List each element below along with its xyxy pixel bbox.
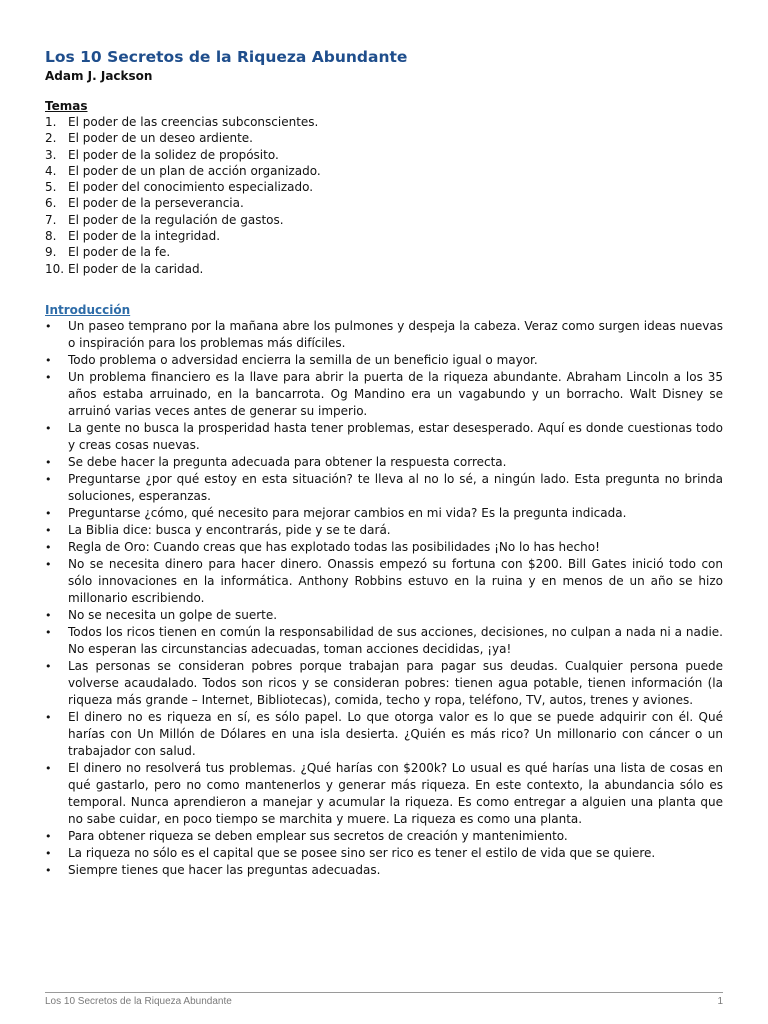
intro-list-item xyxy=(45,522,723,539)
intro-item-text: La Biblia dice: busca y encontrarás, pide y se te dará. xyxy=(68,522,391,537)
tema-number: 3. xyxy=(45,147,57,162)
intro-item-text: Regla de Oro: Cuando creas que has explotado todas las posibilidades ¡No lo has hecho! xyxy=(68,539,600,554)
tema-text: El poder de la integridad. xyxy=(68,229,221,244)
footer-title: Los 10 Secretos de la Riqueza Abundante xyxy=(45,996,232,1007)
tema-text: El poder de la fe. xyxy=(68,245,171,260)
intro-list-item xyxy=(45,539,723,556)
page-footer xyxy=(45,992,723,1007)
tema-number: 7. xyxy=(45,212,57,227)
intro-item-text: El dinero no resolverá tus problemas. ¿Qué harías con $200k? Lo usual es qué harías una lista de cosas en qué gastarlo, pero no como mantenerlos y generar más riqueza. En este contexto, la abundancia sólo es temporal. Nunca aprendieron a manejar y acumular la riqueza. Es como entregar a alguien una planta que no sabe cuidar, en poco tiempo se marchita y muere. La riqueza es como una planta. xyxy=(68,760,723,826)
intro-list-item xyxy=(45,845,723,862)
intro-list-item xyxy=(45,624,723,658)
intro-list-item xyxy=(45,658,723,709)
document-author: Adam J. Jackson xyxy=(45,69,153,83)
intro-list-item xyxy=(45,862,723,879)
bullet-icon: • xyxy=(45,319,52,333)
bullet-icon: • xyxy=(45,625,52,639)
bullet-icon: • xyxy=(45,829,52,843)
intro-item-text: Todos los ricos tienen en común la responsabilidad de sus acciones, decisiones, no culpan a nada ni a nadie. No esperan las circunstancias adecuadas, toman acciones decididas, ¡ya! xyxy=(68,624,723,656)
intro-heading: Introducción xyxy=(45,302,131,317)
page-number: 1 xyxy=(717,996,723,1007)
intro-item-text: Las personas se consideran pobres porque trabajan para pagar sus deudas. Cualquier persona puede volverse acaudalado. Todos son ricos y se consideran pobres: tienen agua potable, tienen información (la riqueza más grande – Internet, Bibliotecas), comida, techo y ropa, teléfono, TV, autos, trenes y aviones. xyxy=(68,658,723,707)
tema-text: El poder de un plan de acción organizado. xyxy=(68,163,321,178)
bullet-icon: • xyxy=(45,608,52,622)
intro-list-item xyxy=(45,352,723,369)
bullet-icon: • xyxy=(45,353,52,367)
document-title: Los 10 Secretos de la Riqueza Abundante xyxy=(45,48,408,66)
intro-item-text: Un paseo temprano por la mañana abre los pulmones y despeja la cabeza. Veraz como surgen ideas nuevas o inspiración para los problemas más difíciles. xyxy=(68,318,723,350)
temas-heading: Temas xyxy=(45,99,88,113)
intro-item-text: Siempre tienes que hacer las preguntas adecuadas. xyxy=(68,862,381,877)
bullet-icon: • xyxy=(45,557,52,571)
bullet-icon: • xyxy=(45,523,52,537)
tema-number: 8. xyxy=(45,229,57,244)
intro-list-item xyxy=(45,318,723,352)
tema-item xyxy=(45,163,723,179)
bullet-icon: • xyxy=(45,846,52,860)
intro-list-item xyxy=(45,709,723,760)
intro-item-text: La gente no busca la prosperidad hasta tener problemas, estar desesperado. Aquí es donde cuestionas todo y creas cosas nuevas. xyxy=(68,420,723,452)
bullet-icon: • xyxy=(45,455,52,469)
tema-item xyxy=(45,179,723,195)
intro-item-text: Se debe hacer la pregunta adecuada para obtener la respuesta correcta. xyxy=(68,454,507,469)
tema-number: 5. xyxy=(45,180,57,195)
tema-item xyxy=(45,130,723,146)
tema-number: 9. xyxy=(45,245,57,260)
tema-item xyxy=(45,261,723,277)
intro-item-text: No se necesita un golpe de suerte. xyxy=(68,607,278,622)
tema-item xyxy=(45,212,723,228)
tema-number: 10. xyxy=(45,261,65,276)
intro-item-text: La riqueza no sólo es el capital que se posee sino ser rico es tener el estilo de vida que se quiere. xyxy=(68,845,656,860)
intro-item-text: Un problema financiero es la llave para abrir la puerta de la riqueza abundante. Abraham Lincoln a los 35 años estaba arruinado, en la bancarrota. Og Mandino era un vagabundo y un borracho. Walt Disney se arruinó varias veces antes de generar su imperio. xyxy=(68,369,723,418)
bullet-icon: • xyxy=(45,659,52,673)
tema-number: 4. xyxy=(45,163,57,178)
tema-item xyxy=(45,244,723,260)
intro-list-item xyxy=(45,828,723,845)
bullet-icon: • xyxy=(45,421,52,435)
intro-list-item xyxy=(45,454,723,471)
bullet-icon: • xyxy=(45,506,52,520)
intro-list-item xyxy=(45,471,723,505)
tema-number: 6. xyxy=(45,196,57,211)
intro-list-item xyxy=(45,369,723,420)
intro-item-text: Todo problema o adversidad encierra la semilla de un beneficio igual o mayor. xyxy=(68,352,538,367)
intro-item-text: Preguntarse ¿por qué estoy en esta situación? te lleva al no lo sé, a ningún lado. Esta pregunta no brinda soluciones, esperanzas. xyxy=(68,471,723,503)
intro-list-item xyxy=(45,420,723,454)
tema-text: El poder de las creencias subconscientes. xyxy=(68,115,319,129)
tema-item xyxy=(45,114,723,130)
document-page xyxy=(45,46,723,879)
tema-text: El poder de la perseverancia. xyxy=(68,196,244,211)
tema-number: 1. xyxy=(45,115,57,129)
intro-list-item xyxy=(45,505,723,522)
tema-item xyxy=(45,147,723,163)
intro-list xyxy=(45,318,723,879)
bullet-icon: • xyxy=(45,761,52,775)
tema-text: El poder de la regulación de gastos. xyxy=(68,212,284,227)
tema-number: 2. xyxy=(45,131,57,146)
intro-item-text: Para obtener riqueza se deben emplear sus secretos de creación y mantenimiento. xyxy=(68,828,568,843)
tema-item xyxy=(45,228,723,244)
intro-item-text: Preguntarse ¿cómo, qué necesito para mejorar cambios en mi vida? Es la pregunta indicada. xyxy=(68,505,627,520)
bullet-icon: • xyxy=(45,540,52,554)
intro-list-item xyxy=(45,607,723,624)
intro-list-item xyxy=(45,760,723,828)
tema-text: El poder del conocimiento especializado. xyxy=(68,180,314,195)
bullet-icon: • xyxy=(45,472,52,486)
intro-item-text: No se necesita dinero para hacer dinero. Onassis empezó su fortuna con $200. Bill Gates inició todo con sólo innovaciones en la informática. Anthony Robbins estuvo en la ruina y en menos de un año se hizo millonario escribiendo. xyxy=(68,556,723,605)
tema-text: El poder de la caridad. xyxy=(68,261,204,276)
temas-list xyxy=(45,114,723,277)
tema-item xyxy=(45,195,723,211)
bullet-icon: • xyxy=(45,863,52,877)
bullet-icon: • xyxy=(45,370,52,384)
bullet-icon: • xyxy=(45,710,52,724)
intro-item-text: El dinero no es riqueza en sí, es sólo papel. Lo que otorga valor es lo que se puede adquirir con él. Qué harías con Un Millón de Dólares en una isla desierta. ¿Quién es más rico? Un millonario con cáncer o un trabajador con salud. xyxy=(68,709,723,758)
tema-text: El poder de un deseo ardiente. xyxy=(68,131,253,146)
tema-text: El poder de la solidez de propósito. xyxy=(68,147,279,162)
intro-list-item xyxy=(45,556,723,607)
